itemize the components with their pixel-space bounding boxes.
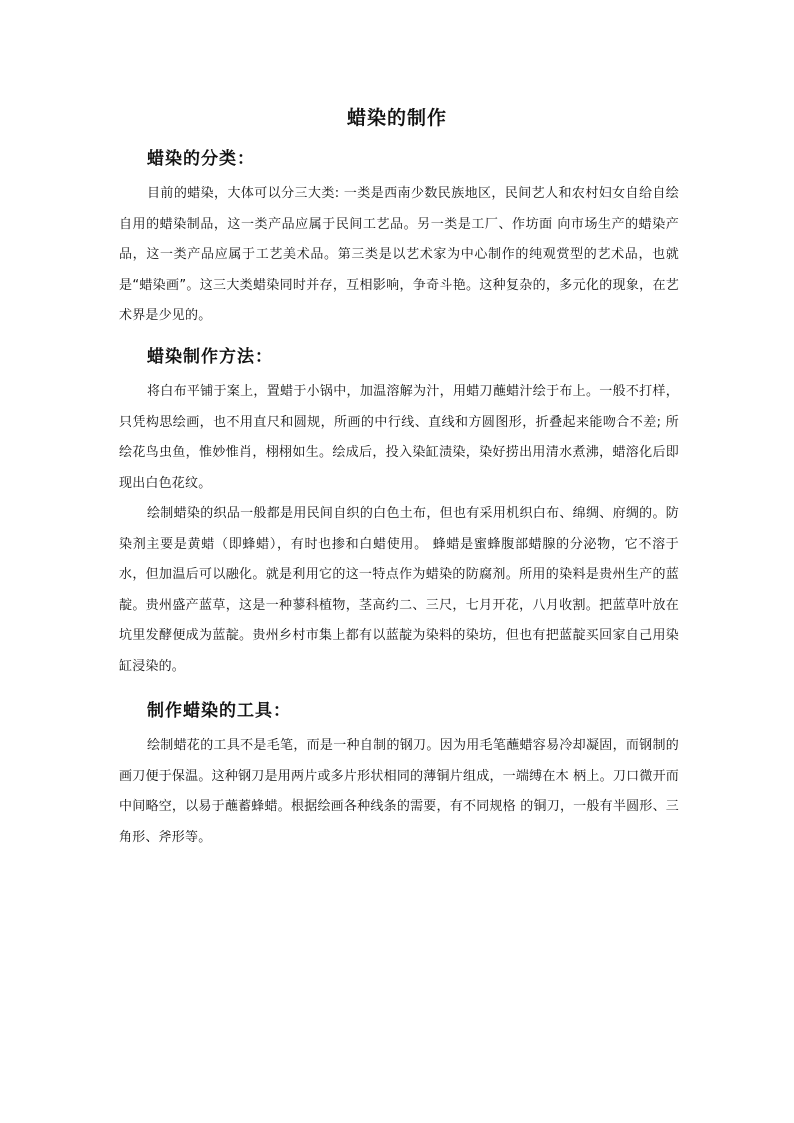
section-classification [119, 145, 679, 332]
paragraph-classification-1: 目前的蜡染，大体可以分三大类: 一类是西南少数民族地区，民间艺人和农村妇女自给自绘自用的蜡染制品，这一类产品应属于民间工艺品。另一类是工厂、作坊面 向市场生产的蜡染产品，这一类产品应属于工艺美术品。第三类是以艺术家为中心制作的纯观赏型的艺术品，也就是“蜡染画”。这三大类蜡染同时并存，互相影响，争奇斗艳。这种复杂的，多元化的现象，在艺术界是少见的。 [119, 186, 679, 323]
section-heading-tools: 制作蜡染的工具： [147, 701, 291, 721]
paragraph-method-1: 将白布平铺于案上，置蜡于小锅中，加温溶解为汁，用蜡刀蘸蜡汁绘于布上。一般不打样，只凭构思绘画，也不用直尺和圆规，所画的中行线、直线和方圆图形，折叠起来能吻合不差; 所绘花鸟虫鱼，惟妙惟肖，栩栩如生。绘成后，投入染缸渍染，染好捞出用清水煮沸，蜡溶化后即现出白色花纹。 [119, 384, 679, 491]
section-method [119, 343, 679, 682]
section-heading-classification: 蜡染的分类： [147, 149, 255, 169]
paragraph-tools-1: 绘制蜡花的工具不是毛笔，而是一种自制的钢刀。因为用毛笔蘸蜡容易冷却凝固，而钢制的画刀便于保温。这种钢刀是用两片或多片形状相同的薄铜片组成，一端缚在木 柄上。刀口微开而中间略空，以易于蘸蓄蜂蜡。根据绘画各种线条的需要，有不同规格 的铜刀，一般有半圆形、三角形、斧形等。 [119, 738, 679, 845]
paragraph-method-2: 绘制蜡染的织品一般都是用民间自织的白色土布，但也有采用机织白布、绵绸、府绸的。防染剂主要是黄蜡（即蜂蜡），有时也掺和白蜡使用。 蜂蜡是蜜蜂腹部蜡腺的分泌物，它不溶于水，但加温后可以融化。就是利用它的这一特点作为蜡染的防腐剂。所用的染料是贵州生产的蓝靛。贵州盛产蓝草，这是一种蓼科植物，茎高约二、三尺，七月开花，八月收割。把蓝草叶放在坑里发酵便成为蓝靛。贵州乡村市集上都有以蓝靛为染料的染坊，但也有把蓝靛买回家自己用染缸浸染的。 [119, 506, 679, 674]
section-tools [119, 697, 679, 853]
section-heading-method: 蜡染制作方法： [147, 347, 273, 367]
document-title: 蜡染的制作 [346, 107, 447, 129]
